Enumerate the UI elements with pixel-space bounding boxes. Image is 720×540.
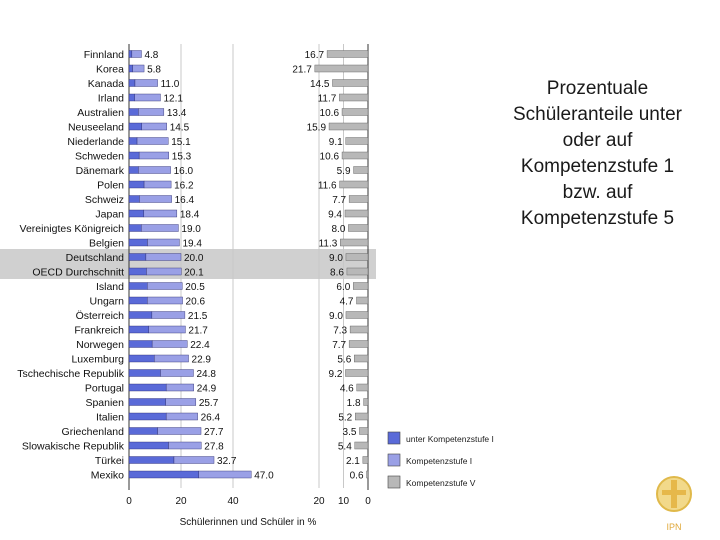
country-label: Vereinigtes Königreich xyxy=(19,223,124,235)
level5-data-label: 9.1 xyxy=(328,137,343,148)
country-label: Frankreich xyxy=(74,324,124,337)
sum-data-label: 47.0 xyxy=(254,470,274,482)
side-title-line: oder auf xyxy=(562,130,633,151)
sum-data-label: 11.0 xyxy=(160,79,180,90)
bar-level5 xyxy=(349,341,368,348)
country-label: Neuseeland xyxy=(67,121,124,134)
bar-level1 xyxy=(158,428,201,435)
side-title xyxy=(480,76,715,232)
legend-swatch xyxy=(388,476,400,488)
sum-data-label: 20.5 xyxy=(185,282,205,293)
bar-level5 xyxy=(355,442,368,449)
bar-below-level1 xyxy=(129,210,144,217)
level5-data-label: 3.5 xyxy=(342,427,357,438)
level5-data-label: 7.3 xyxy=(333,325,348,337)
bar-level5 xyxy=(357,384,368,391)
bar-below-level1 xyxy=(129,399,166,406)
country-label: Türkei xyxy=(94,455,124,467)
level5-data-label: 7.7 xyxy=(332,195,347,206)
bar-level5 xyxy=(359,428,368,435)
bar-level1 xyxy=(138,109,163,116)
sum-data-label: 19.0 xyxy=(181,224,201,235)
x-tick-label: 20 xyxy=(313,496,325,507)
legend-label: Kompetenzstufe V xyxy=(406,478,476,488)
bar-level5 xyxy=(353,283,368,290)
legend-swatch xyxy=(388,432,400,444)
sum-data-label: 15.1 xyxy=(171,137,191,148)
bar-below-level1 xyxy=(129,65,133,72)
bar-level5 xyxy=(332,80,368,87)
bar-level5 xyxy=(342,109,368,116)
bar-level1 xyxy=(147,283,182,290)
bar-level1 xyxy=(135,94,161,101)
sum-data-label: 20.0 xyxy=(184,253,204,264)
bar-below-level1 xyxy=(129,268,146,275)
sum-data-label: 21.5 xyxy=(187,311,208,322)
bar-level5 xyxy=(349,196,368,203)
level5-data-label: 8.6 xyxy=(330,267,344,279)
level5-data-label: 14.5 xyxy=(310,79,330,90)
bar-level5 xyxy=(350,326,368,333)
sum-data-label: 14.5 xyxy=(169,122,190,134)
level5-data-label: 0.6 xyxy=(349,470,364,482)
bar-below-level1 xyxy=(129,94,135,101)
bar-level1 xyxy=(166,413,197,420)
country-label: Schweden xyxy=(74,150,124,163)
country-label: Norwegen xyxy=(76,339,124,351)
bar-level1 xyxy=(135,80,158,87)
level5-data-label: 11.3 xyxy=(318,238,338,250)
sum-data-label: 16.0 xyxy=(173,166,194,177)
country-label: Schweiz xyxy=(84,194,124,206)
bar-level5 xyxy=(348,225,368,232)
level5-data-label: 8.0 xyxy=(331,224,346,235)
country-label: Italien xyxy=(95,411,124,424)
sum-data-label: 4.8 xyxy=(144,50,159,61)
bar-level5 xyxy=(346,312,368,319)
country-label: Mexiko xyxy=(90,469,124,482)
country-label: Island xyxy=(95,281,124,293)
x-tick-label: 40 xyxy=(227,496,239,507)
sum-data-label: 27.8 xyxy=(204,441,224,453)
bar-level1 xyxy=(169,442,202,449)
bar-below-level1 xyxy=(129,471,199,478)
bar-level5 xyxy=(356,297,368,304)
x-tick-label: 10 xyxy=(337,496,350,507)
bar-level1 xyxy=(199,471,252,478)
country-label: Australien xyxy=(77,107,124,119)
level5-data-label: 7.7 xyxy=(332,340,347,351)
bar-level1 xyxy=(144,210,177,217)
bar-below-level1 xyxy=(129,312,152,319)
level5-data-label: 5.2 xyxy=(338,412,353,424)
sum-data-label: 21.7 xyxy=(188,325,208,337)
bar-level5 xyxy=(327,51,368,58)
bar-level1 xyxy=(174,457,214,464)
bar-level1 xyxy=(149,326,186,333)
sum-data-label: 15.3 xyxy=(171,151,192,163)
bar-level1 xyxy=(146,254,181,261)
country-label: Polen xyxy=(97,179,124,192)
country-label: Niederlande xyxy=(67,136,124,148)
bar-level1 xyxy=(154,355,188,362)
logo-text: IPN xyxy=(666,522,682,532)
country-label: Österreich xyxy=(75,310,124,322)
level5-data-label: 11.7 xyxy=(317,93,337,105)
country-label: Japan xyxy=(95,208,124,221)
bar-level1 xyxy=(132,51,142,58)
sum-data-label: 16.2 xyxy=(174,180,194,192)
bar-level5 xyxy=(346,254,368,261)
level5-data-label: 10.6 xyxy=(319,108,340,119)
x-tick-label: 20 xyxy=(175,496,187,507)
bar-level1 xyxy=(166,384,194,391)
side-title-line: Kompetenzstufe 1 xyxy=(520,156,675,177)
bar-below-level1 xyxy=(129,239,147,246)
sum-data-label: 19.4 xyxy=(182,238,202,250)
bar-level1 xyxy=(160,370,193,377)
bar-below-level1 xyxy=(129,138,137,145)
level5-data-label: 4.6 xyxy=(339,383,354,395)
level5-data-label: 15.9 xyxy=(306,122,327,134)
bar-level5 xyxy=(329,123,368,130)
country-label: Portugal xyxy=(84,382,124,395)
country-label: Deutschland xyxy=(65,252,124,264)
sum-data-label: 24.9 xyxy=(196,383,217,395)
bar-below-level1 xyxy=(129,167,138,174)
bar-below-level1 xyxy=(129,196,139,203)
country-label: Luxemburg xyxy=(71,353,124,366)
bar-below-level1 xyxy=(129,123,142,130)
bar-level1 xyxy=(141,225,178,232)
country-label: Griechenland xyxy=(61,426,124,438)
sum-data-label: 24.8 xyxy=(196,369,216,380)
sum-data-label: 18.4 xyxy=(179,209,200,221)
bar-level1 xyxy=(152,341,187,348)
bar-below-level1 xyxy=(129,355,154,362)
side-title-line: Prozentuale xyxy=(546,78,649,99)
level5-data-label: 6.0 xyxy=(336,282,351,293)
sum-data-label: 12.1 xyxy=(163,93,183,105)
level5-data-label: 5.9 xyxy=(336,166,351,177)
bar-below-level1 xyxy=(129,225,141,232)
bar-level5 xyxy=(340,239,368,246)
sum-data-label: 32.7 xyxy=(217,456,237,467)
ipn-logo xyxy=(650,472,698,536)
bar-level5 xyxy=(346,138,368,145)
bar-below-level1 xyxy=(129,326,149,333)
level5-data-label: 21.7 xyxy=(292,64,312,76)
level5-data-label: 9.0 xyxy=(329,253,343,264)
bar-level5 xyxy=(345,210,368,217)
bar-level1 xyxy=(152,312,185,319)
level5-data-label: 16.7 xyxy=(304,50,325,61)
bar-level5 xyxy=(340,181,368,188)
sum-data-label: 27.7 xyxy=(204,427,224,438)
chart-legend xyxy=(388,432,494,488)
bar-level1 xyxy=(144,181,171,188)
country-label: OECD Durchschnitt xyxy=(32,266,124,279)
country-label: Korea xyxy=(95,63,124,76)
bar-level1 xyxy=(138,167,170,174)
country-label: Kanada xyxy=(87,78,124,90)
side-title-line: Schüleranteile unter xyxy=(513,104,682,125)
country-label: Slowakische Republik xyxy=(21,440,124,453)
legend-swatch xyxy=(388,454,400,466)
bar-level5 xyxy=(354,167,368,174)
level5-data-label: 5.4 xyxy=(337,441,352,453)
level5-data-label: 2.1 xyxy=(345,456,360,467)
sum-data-label: 20.1 xyxy=(184,267,204,279)
bar-below-level1 xyxy=(129,413,166,420)
level5-data-label: 9.4 xyxy=(328,209,342,221)
bar-below-level1 xyxy=(129,457,174,464)
country-label: Ungarn xyxy=(89,295,124,308)
bar-level1 xyxy=(139,152,169,159)
legend-label: unter Kompetenzstufe I xyxy=(406,434,494,444)
bar-below-level1 xyxy=(129,254,146,261)
bar-level1 xyxy=(142,123,167,130)
bar-level5 xyxy=(347,268,368,275)
x-tick-label: 0 xyxy=(126,496,132,507)
bar-level1 xyxy=(147,239,179,246)
level5-data-label: 9.2 xyxy=(328,369,343,380)
side-title-line: Kompetenzstufe 5 xyxy=(520,208,675,229)
sum-data-label: 25.7 xyxy=(198,398,219,409)
country-label: Irland xyxy=(97,92,124,105)
bar-below-level1 xyxy=(129,181,144,188)
level5-data-label: 4.7 xyxy=(339,296,354,308)
x-axis-label: Schülerinnen und Schüler in % xyxy=(179,517,317,528)
level5-data-label: 11.6 xyxy=(317,180,337,192)
bar-level5 xyxy=(342,152,368,159)
country-label: Tschechische Republik xyxy=(17,368,124,380)
bar-below-level1 xyxy=(129,109,138,116)
sum-data-label: 20.6 xyxy=(185,296,206,308)
bar-level1 xyxy=(137,138,168,145)
bar-below-level1 xyxy=(129,297,147,304)
bar-level1 xyxy=(133,65,144,72)
bar-below-level1 xyxy=(129,51,132,58)
bar-level1 xyxy=(147,297,182,304)
bar-below-level1 xyxy=(129,283,147,290)
country-label: Spanien xyxy=(85,397,124,409)
bar-level5 xyxy=(363,457,368,464)
bar-level1 xyxy=(139,196,171,203)
country-label: Dänemark xyxy=(75,165,124,177)
level5-data-label: 1.8 xyxy=(346,398,361,409)
sum-data-label: 22.9 xyxy=(191,354,212,366)
bar-level5 xyxy=(354,355,368,362)
bar-level5 xyxy=(339,94,368,101)
bar-below-level1 xyxy=(129,152,139,159)
level5-data-label: 10.6 xyxy=(319,151,340,163)
bar-below-level1 xyxy=(129,384,166,391)
bar-level5 xyxy=(364,399,368,406)
sum-data-label: 16.4 xyxy=(174,195,195,206)
sum-data-label: 13.4 xyxy=(166,108,187,119)
sum-data-label: 26.4 xyxy=(200,412,221,424)
bar-below-level1 xyxy=(129,341,152,348)
level5-data-label: 9.0 xyxy=(329,311,343,322)
bar-below-level1 xyxy=(129,370,160,377)
bar-below-level1 xyxy=(129,442,169,449)
bar-level5 xyxy=(315,65,368,72)
side-title-line: bzw. auf xyxy=(562,182,633,203)
level5-data-label: 5.6 xyxy=(337,354,352,366)
bar-level1 xyxy=(166,399,196,406)
legend-label: Kompetenzstufe I xyxy=(406,456,473,466)
sum-data-label: 22.4 xyxy=(190,340,210,351)
sum-data-label: 5.8 xyxy=(147,64,161,76)
country-label: Belgien xyxy=(88,237,124,250)
bar-level1 xyxy=(146,268,181,275)
bar-level5 xyxy=(355,413,368,420)
bar-below-level1 xyxy=(129,80,135,87)
country-label: Finnland xyxy=(83,49,124,61)
bar-level5 xyxy=(345,370,368,377)
x-tick-label: 0 xyxy=(365,496,371,507)
bar-level5 xyxy=(367,471,368,478)
bar-below-level1 xyxy=(129,428,158,435)
